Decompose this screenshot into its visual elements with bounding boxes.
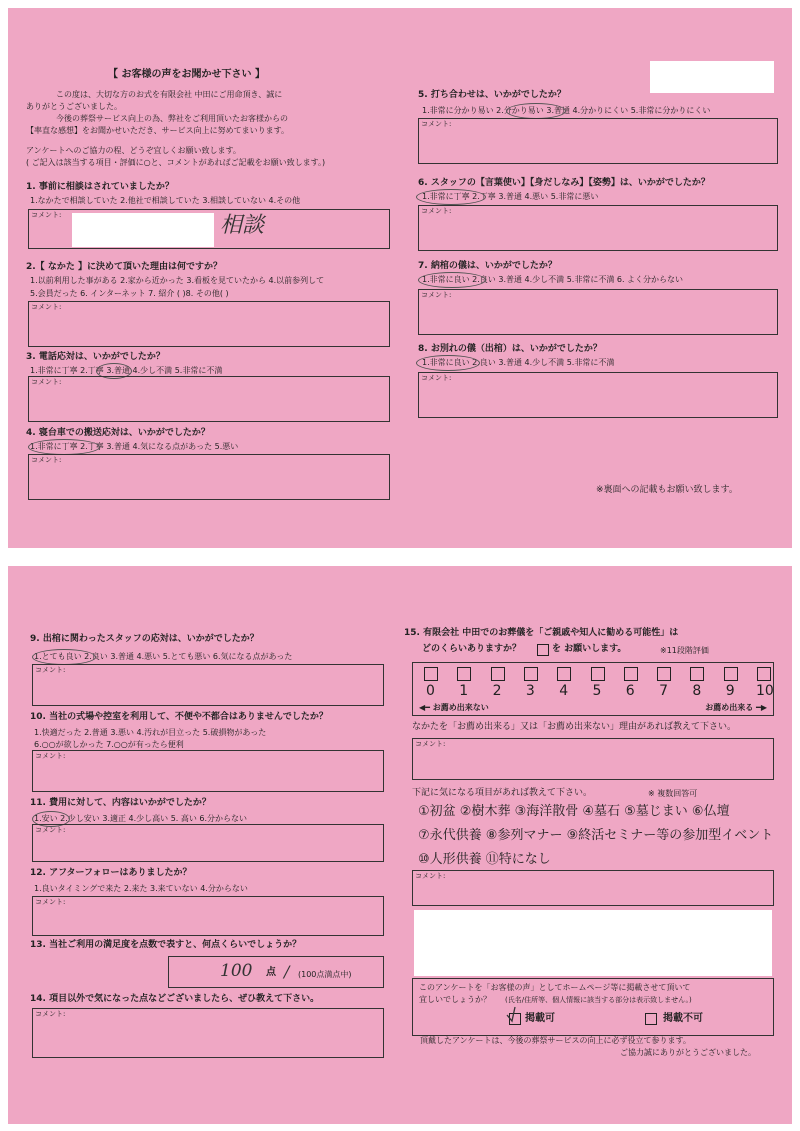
comment-label: コメント: [35, 898, 66, 906]
comment-label: コメント: [31, 456, 62, 464]
scale-number-2: 2 [492, 683, 502, 699]
q6-options: 1.非常に丁寧 2.丁寧 3.普通 4.悪い 5.非常に悪い [422, 192, 599, 201]
intro-line-4: 【率直な感想】をお聞かせいただき、サービス向上に努めてまいります。 [26, 126, 290, 135]
q7-comment-box[interactable] [418, 289, 778, 335]
q2-title: 2.【 なかた 】に決めて頂いた理由は何ですか？ [26, 262, 222, 272]
q5-title: 5. 打ち合わせは、いかがでしたか？ [418, 90, 566, 100]
scale-checkbox-4[interactable] [557, 667, 571, 681]
q6-answer-circle [416, 189, 486, 205]
q9-title: 9. 出棺に関わったスタッフの応対は、いかがでしたか？ [30, 634, 259, 644]
q11-comment-box[interactable] [32, 824, 384, 862]
intro-line-5: アンケートへのご協力の程、どうぞ宜しくお願い致します。 [26, 146, 241, 155]
survey-title: 【 お客様の声をお聞かせ下さい 】 [108, 69, 265, 80]
intro-line-3: 今後の葬祭サービス向上の為、弊社をご利用頂いたお客様からの [56, 114, 288, 123]
comment-label: コメント: [31, 303, 62, 311]
scale-number-9: 9 [725, 683, 735, 699]
q4-answer-circle [28, 439, 100, 455]
scale-number-7: 7 [659, 683, 669, 699]
publish-ng-checkbox[interactable] [645, 1013, 657, 1025]
q5-answer-circle [506, 103, 566, 119]
scale-checkbox-9[interactable] [724, 667, 738, 681]
redaction [414, 910, 772, 976]
scale-checkbox-2[interactable] [491, 667, 505, 681]
scale-checkbox-5[interactable] [591, 667, 605, 681]
scale-checkbox-0[interactable] [424, 667, 438, 681]
q1-handwritten-comment: 相談 [220, 213, 265, 238]
interest-note: ※ 複数回答可 [648, 789, 698, 798]
q9-comment-box[interactable] [32, 664, 384, 706]
interest-title: 下記に気になる項目があれば教えて下さい。 [412, 788, 593, 798]
comment-label: コメント: [421, 374, 452, 382]
q3-options: 1.非常に丁寧 2.丁寧 3.普通 4.少し不満 5.非常に不満 [30, 366, 223, 375]
q12-options: 1.良いタイミングで来た 2.来た 3.来ていない 4.分からない [34, 884, 248, 893]
q8-comment-box[interactable] [418, 372, 778, 418]
comment-label: コメント: [421, 207, 452, 215]
q6-title: 6. スタッフの【言葉使い】【身だしなみ】【姿勢】は、いかがでしたか？ [418, 178, 710, 188]
footer-line-1: 頂戴したアンケートは、今後の葬祭サービスの向上に必ず役立て参ります。 [420, 1036, 691, 1045]
scale-number-5: 5 [592, 683, 602, 699]
interest-row-1: ①初盆 ②樹木葬 ③海洋散骨 ④墓石 ⑤墓じまい ⑥仏壇 [418, 804, 730, 819]
q14-comment-box[interactable] [32, 1008, 384, 1058]
scale-number-1: 1 [459, 683, 469, 699]
intro-line-2: ありがとうございました。 [26, 102, 122, 111]
q13-written-score: 100 [220, 961, 253, 981]
scale-number-0: 0 [426, 683, 435, 699]
q12-comment-box[interactable] [32, 896, 384, 936]
comment-label: コメント: [31, 211, 62, 219]
q12-title: 12. アフターフォローはありましたか？ [30, 868, 192, 878]
q13-slash: / [284, 962, 290, 981]
q15-reason-prompt: なかたを「お薦め出来る」又は「お薦め出来ない」理由があれば教えて下さい。 [412, 722, 737, 732]
scale-number-4: 4 [559, 683, 569, 699]
publish-permission-box [412, 978, 774, 1036]
q15-title-2: どのくらいありますか？ [422, 644, 522, 654]
scale-checkbox-8[interactable] [690, 667, 704, 681]
publish-line-2-note: (氏名/住所等、個人情報に該当する部分は表示致しません。) [505, 996, 692, 1004]
checkbox-icon [537, 644, 549, 656]
interest-row-2: ⑦永代供養 ⑧参列マナー ⑨終活セミナー等の参加型イベント [418, 828, 774, 843]
checkmark-icon [503, 1003, 525, 1025]
q10-comment-box[interactable] [32, 750, 384, 792]
interest-comment-box[interactable] [412, 870, 774, 906]
q13-note: (100点満点中) [298, 970, 352, 979]
q5-comment-box[interactable] [418, 118, 778, 164]
q2-options-1: 1.以前利用した事がある 2.家から近かった 3.看板を見ていたから 4.以前参列して [30, 276, 325, 285]
q2-comment-box[interactable] [28, 301, 390, 347]
publish-ng-label: 掲載不可 [663, 1013, 703, 1024]
q3-title: 3. 電話応対は、いかがでしたか？ [26, 352, 165, 362]
q10-options-2: 6.○○が欲しかった 7.○○が有ったら便利 [34, 740, 184, 749]
interest-row-3: ⑩人形供養 ⑪特になし [418, 852, 551, 867]
q15-title-3: を お願いします。 [552, 644, 627, 654]
q10-options-1: 1.快適だった 2.普通 3.悪い 4.汚れが目立った 5.破損物があった [34, 728, 267, 737]
comment-label: コメント: [35, 826, 66, 834]
q5-options: 1.非常に分かり易い 2.分かり易い 3.普通 4.分かりにくい 5.非常に分かりにくい [422, 106, 711, 115]
q9-answer-circle [32, 649, 96, 665]
scale-number-3: 3 [525, 683, 535, 699]
q4-comment-box[interactable] [28, 454, 390, 500]
q1-title: 1. 事前に相談はされていましたか？ [26, 182, 174, 192]
footer-line-2: ご協力誠にありがとうございました。 [620, 1048, 756, 1057]
q7-answer-circle [418, 272, 486, 288]
q7-options: 1.非常に良い 2.良い 3.普通 4.少し不満 5.非常に不満 6. よく分からない [422, 275, 684, 284]
q11-options: 1.安い 2.少し安い 3.適正 4.少し高い 5. 高い 6.分からない [34, 814, 248, 823]
redaction [650, 61, 774, 93]
survey-page-back [8, 566, 792, 1124]
comment-label: コメント: [31, 378, 62, 386]
q7-title: 7. 納棺の儀は、いかがでしたか？ [418, 261, 557, 271]
q4-options: 1.非常に丁寧 2.丁寧 3.普通 4.気になる点があった 5.悪い [30, 442, 239, 451]
q15-right-label: お薦め出来る ━▶ [705, 703, 767, 712]
scale-number-8: 8 [692, 683, 702, 699]
q8-answer-circle [416, 355, 480, 371]
intro-line-6: ( ご記入は該当する項目・評価に○と、コメントがあればご記載をお願い致します。) [26, 158, 326, 167]
q15-comment-box[interactable] [412, 738, 774, 780]
comment-label: コメント: [415, 872, 446, 880]
back-page-note: ※裏面への記載もお願い致します。 [596, 485, 738, 495]
q15-eval-note: ※11段階評価 [660, 646, 709, 655]
comment-label: コメント: [35, 752, 66, 760]
q13-unit: 点 [266, 967, 276, 978]
publish-line-1: このアンケートを「お客様の声」としてホームページ等に掲載させて頂いて [419, 983, 691, 992]
scale-number-10: 10 [756, 683, 774, 699]
q15-left-label: ◀━ お薦め出来ない [419, 703, 489, 712]
q4-title: 4. 寝台車での搬送応対は、いかがでしたか？ [26, 428, 210, 438]
publish-line-2: 宜しいでしょうか？ [419, 995, 491, 1004]
q10-title: 10. 当社の式場や控室を利用して、不便や不都合はありませんでしたか？ [30, 712, 328, 722]
q15-title-1: 15. 有限会社 中田でのお葬儀を「ご親戚や知人に勧める可能性」は [404, 628, 679, 638]
survey-page-front [8, 8, 792, 548]
publish-ok-label: 掲載可 [525, 1013, 555, 1024]
q14-title: 14. 項目以外で気になった点などございましたら、ぜひ教えて下さい。 [30, 994, 320, 1004]
comment-label: コメント: [415, 740, 446, 748]
intro-line-1: この度は、大切な方のお式を有限会社 中田にご用命頂き、誠に [56, 90, 283, 99]
comment-label: コメント: [421, 120, 452, 128]
scale-checkbox-6[interactable] [624, 667, 638, 681]
q11-title: 11. 費用に対して、内容はいかがでしたか？ [30, 798, 211, 808]
scale-checkbox-1[interactable] [457, 667, 471, 681]
scale-checkbox-10[interactable] [757, 667, 771, 681]
q15-scale-box [412, 662, 774, 716]
comment-label: コメント: [421, 291, 452, 299]
q1-options: 1.なかたで相談していた 2.他社で相談していた 3.相談していない 4.その他 [30, 196, 301, 205]
scale-checkbox-7[interactable] [657, 667, 671, 681]
q9-options: 1.とても良い 2.良い 3.普通 4.悪い 5.とても悪い 6.気になる点があった [34, 652, 293, 661]
q6-comment-box[interactable] [418, 205, 778, 251]
scale-number-6: 6 [625, 683, 635, 699]
q13-title: 13. 当社ご利用の満足度を点数で表すと、何点くらいでしょうか？ [30, 940, 302, 950]
q8-options: 1.非常に良い 2.良い 3.普通 4.少し不満 5.非常に不満 [422, 358, 615, 367]
comment-label: コメント: [35, 666, 66, 674]
scale-checkbox-3[interactable] [524, 667, 538, 681]
comment-label: コメント: [35, 1010, 66, 1018]
q8-title: 8. お別れの儀（出棺）は、いかがでしたか？ [418, 344, 602, 354]
q3-comment-box[interactable] [28, 376, 390, 422]
redaction [72, 213, 214, 247]
q2-options-2: 5.会員だった 6. インターネット 7. 紹介 ( )8. その他( ) [30, 289, 229, 298]
